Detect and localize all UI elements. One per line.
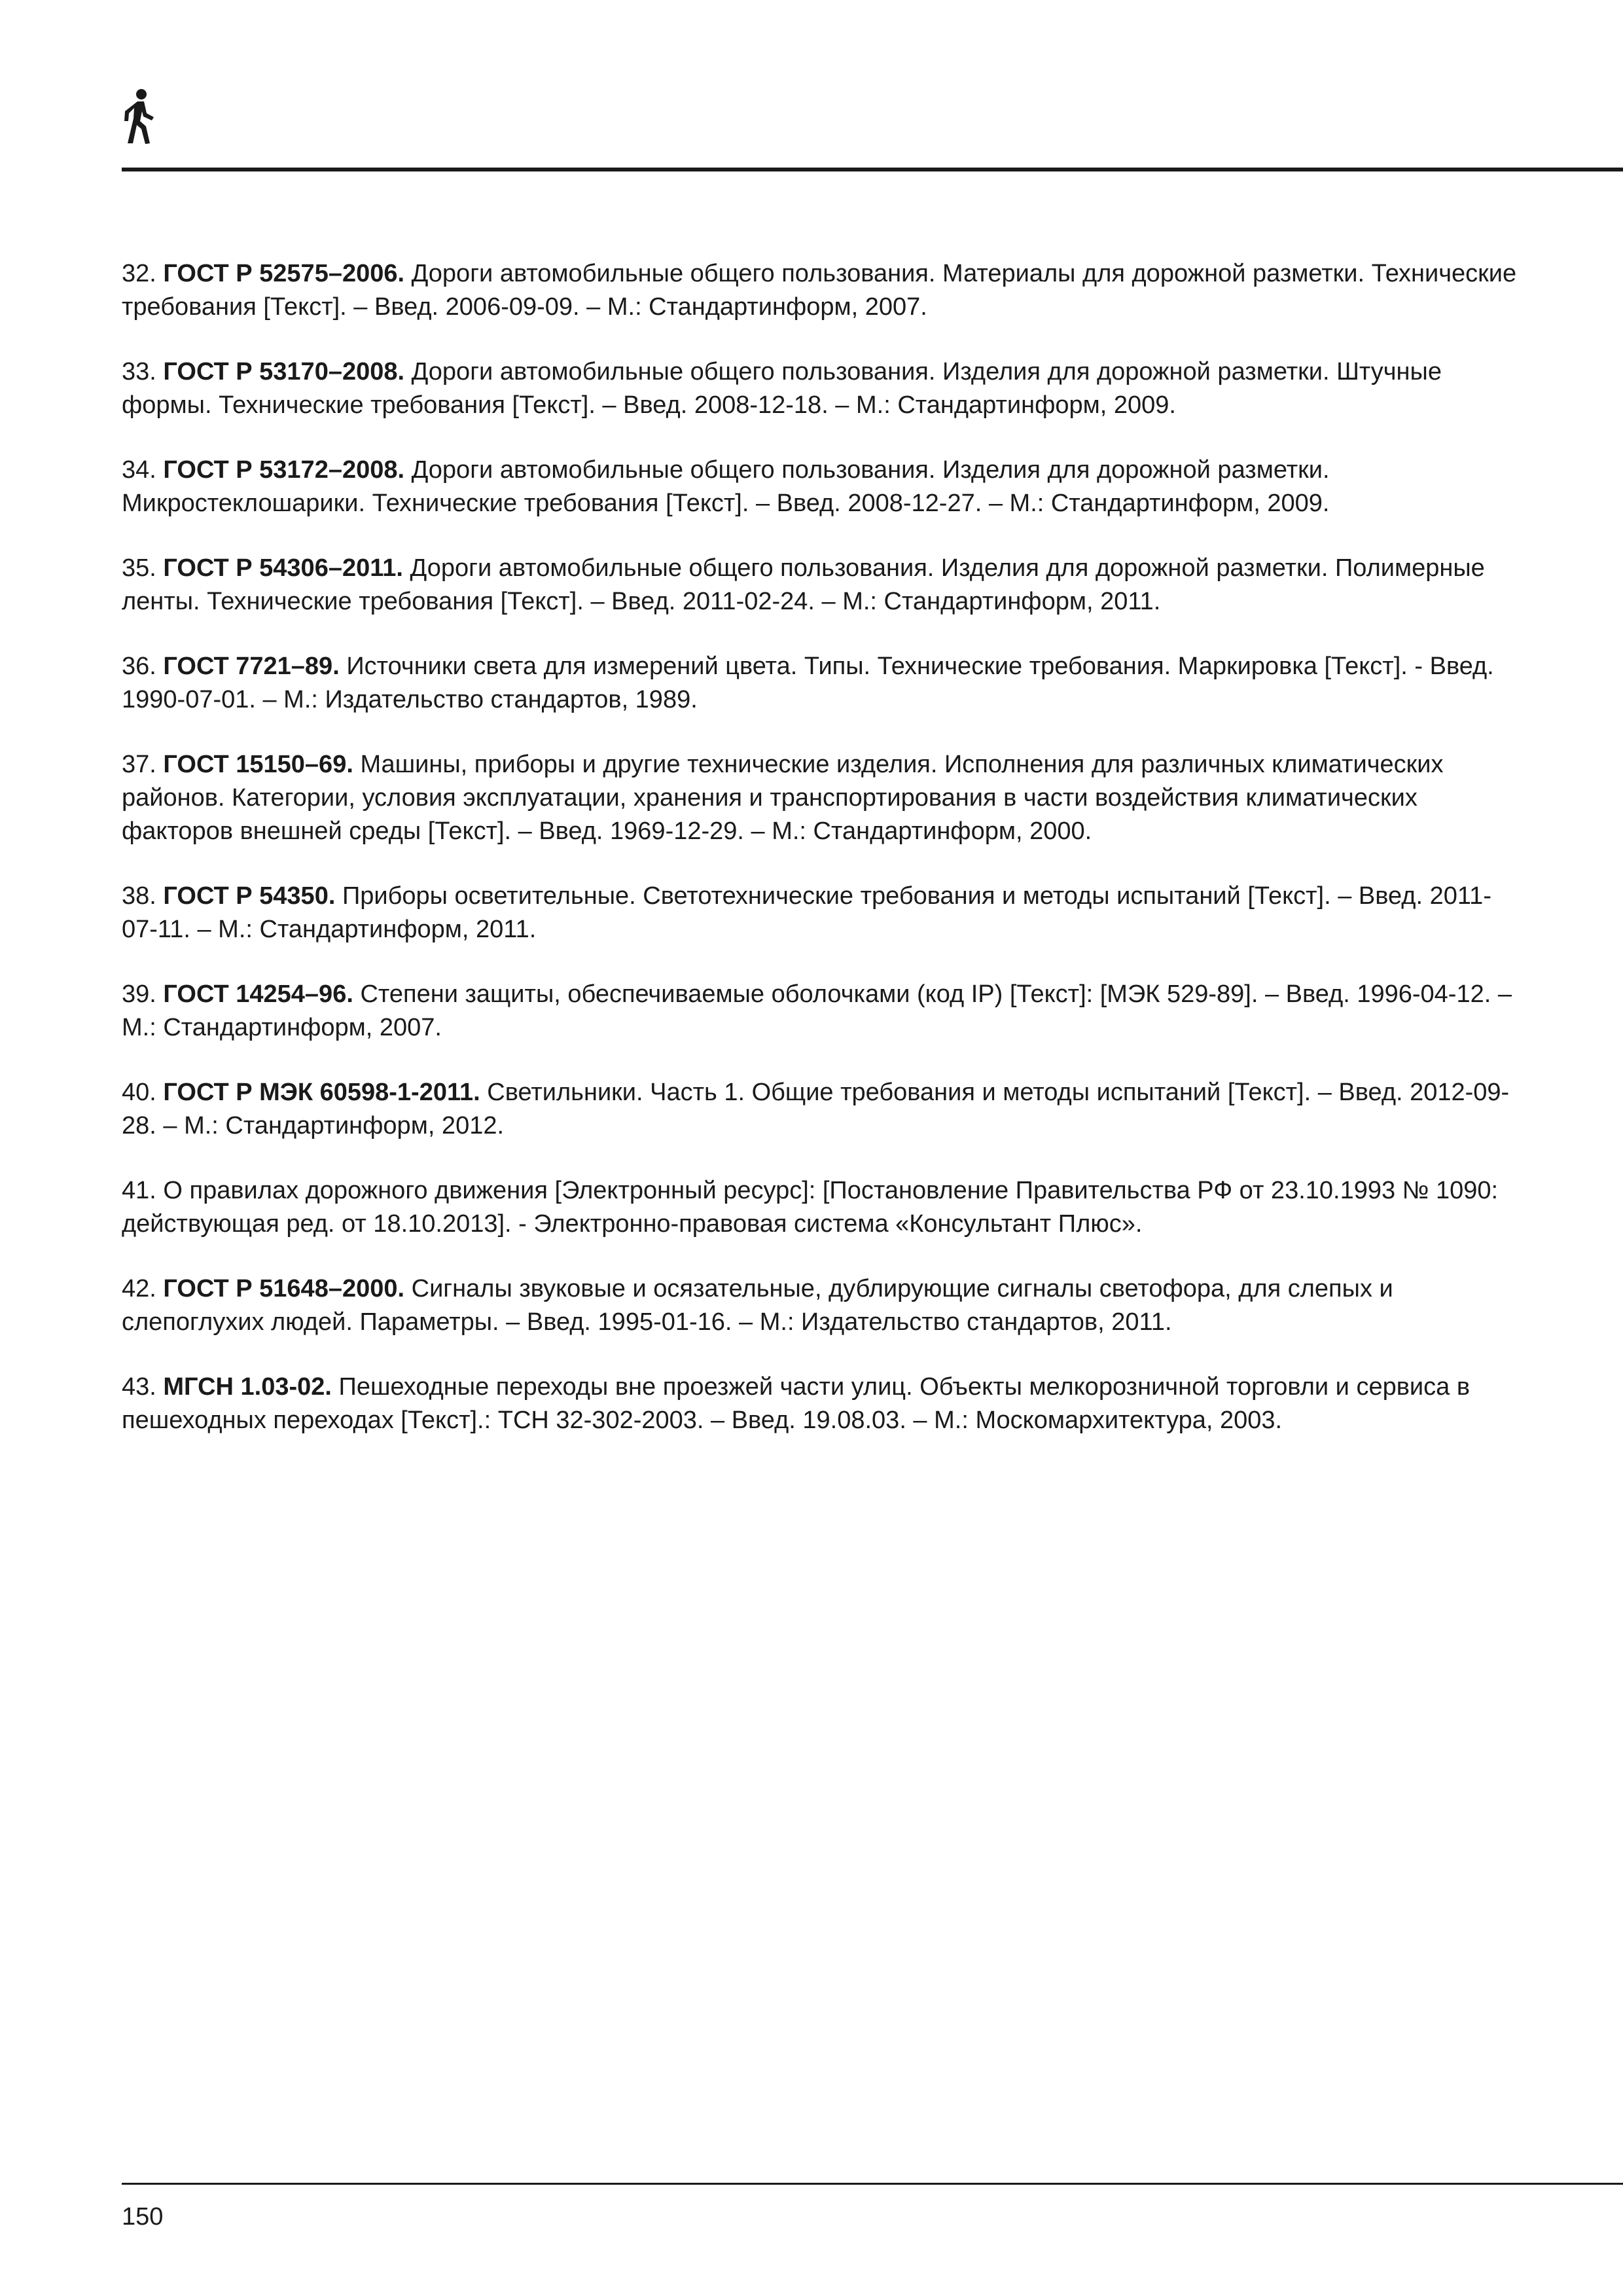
- reference-text: Дороги автомобильные общего пользования. Изделия для дорожной разметки. Микростеклошарики. Технические требования [Текст]. – Введ. 2008-12-27. – М.: Стандартинформ, 2009.: [122, 456, 1330, 517]
- reference-code: ГОСТ Р 54350.: [163, 882, 336, 910]
- reference-number: 35.: [122, 554, 156, 582]
- reference-item: [122, 355, 1522, 422]
- reference-text: Дороги автомобильные общего пользования. Изделия для дорожной разметки. Полимерные ленты. Технические требования [Текст]. – Введ. 2011-02-24. – М.: Стандартинформ, 2011.: [122, 554, 1485, 615]
- reference-item: [122, 978, 1522, 1045]
- reference-number: 38.: [122, 882, 156, 910]
- reference-item: [122, 1371, 1522, 1437]
- reference-number: 41.: [122, 1177, 156, 1204]
- reference-number: 33.: [122, 358, 156, 386]
- reference-text: Приборы осветительные. Светотехнические требования и методы испытаний [Текст]. – Введ. 2011-07-11. – М.: Стандартинформ, 2011.: [122, 882, 1491, 943]
- reference-text: Дороги автомобильные общего пользования. Изделия для дорожной разметки. Штучные формы. Технические требования [Текст]. – Введ. 2008-12-18. – М.: Стандартинформ, 2009.: [122, 358, 1442, 419]
- reference-code: ГОСТ Р МЭК 60598-1-2011.: [163, 1079, 480, 1106]
- reference-text: Машины, приборы и другие технические изделия. Исполнения для различных климатических районов. Категории, условия эксплуатации, хранения и транспортирования в части воздействия климатических факторов внешней среды [Текст]. – Введ. 1969-12-29. – М.: Стандартинформ, 2000.: [122, 751, 1444, 845]
- footer-rule: [122, 2183, 1623, 2185]
- reference-item: [122, 650, 1522, 717]
- reference-code: МГСН 1.03-02.: [163, 1373, 332, 1401]
- reference-number: 32.: [122, 260, 156, 287]
- reference-item: [122, 1272, 1522, 1339]
- reference-number: 42.: [122, 1275, 156, 1302]
- reference-code: ГОСТ Р 52575–2006.: [163, 260, 405, 287]
- reference-number: 36.: [122, 653, 156, 680]
- reference-code: ГОСТ 7721–89.: [163, 653, 340, 680]
- reference-text: Дороги автомобильные общего пользования. Материалы для дорожной разметки. Технические требования [Текст]. – Введ. 2006-09-09. – М.: Стандартинформ, 2007.: [122, 260, 1517, 321]
- reference-text: Светильники. Часть 1. Общие требования и методы испытаний [Текст]. – Введ. 2012-09-28. – М.: Стандартинформ, 2012.: [122, 1079, 1510, 1139]
- reference-code: ГОСТ Р 51648–2000.: [163, 1275, 405, 1302]
- page-number: 150: [122, 2203, 164, 2231]
- reference-code: ГОСТ Р 54306–2011.: [163, 554, 403, 582]
- reference-code: ГОСТ Р 53170–2008.: [163, 358, 405, 386]
- reference-number: 34.: [122, 456, 156, 484]
- reference-item: [122, 748, 1522, 848]
- header-rule: [122, 168, 1623, 171]
- reference-text: Степени защиты, обеспечиваемые оболочками (код IP) [Текст]: [МЭК 529-89]. – Введ. 1996-04-12. – М.: Стандартинформ, 2007.: [122, 980, 1512, 1041]
- reference-item: [122, 1174, 1522, 1241]
- references-list: [122, 257, 1522, 1469]
- reference-code: ГОСТ 15150–69.: [163, 751, 353, 778]
- reference-text: О правилах дорожного движения [Электронный ресурс]: [Постановление Правительства РФ от 23.10.1993 № 1090: действующая ред. от 18.10.2013]. - Электронно-правовая система «Консультант Плюс».: [122, 1177, 1499, 1238]
- reference-item: [122, 1076, 1522, 1143]
- reference-text: Пешеходные переходы вне проезжей части улиц. Объекты мелкорозничной торговли и сервиса в пешеходных переходах [Текст].: ТСН 32-302-2003. – Введ. 19.08.03. – М.: Москомархитектура, 2003.: [122, 1373, 1471, 1434]
- reference-code: ГОСТ Р 53172–2008.: [163, 456, 405, 484]
- reference-number: 43.: [122, 1373, 156, 1401]
- reference-number: 40.: [122, 1079, 156, 1106]
- reference-text: Сигналы звуковые и осязательные, дублирующие сигналы светофора, для слепых и слепоглухих людей. Параметры. – Введ. 1995-01-16. – М.: Издательство стандартов, 2011.: [122, 1275, 1393, 1336]
- reference-code: ГОСТ 14254–96.: [163, 980, 353, 1008]
- reference-number: 39.: [122, 980, 156, 1008]
- pedestrian-icon: [120, 88, 156, 145]
- reference-text: Источники света для измерений цвета. Типы. Технические требования. Маркировка [Текст]. - Введ. 1990-07-01. – М.: Издательство стандартов, 1989.: [122, 653, 1494, 713]
- reference-item: [122, 552, 1522, 619]
- reference-item: [122, 454, 1522, 520]
- reference-number: 37.: [122, 751, 156, 778]
- reference-item: [122, 880, 1522, 946]
- reference-item: [122, 257, 1522, 324]
